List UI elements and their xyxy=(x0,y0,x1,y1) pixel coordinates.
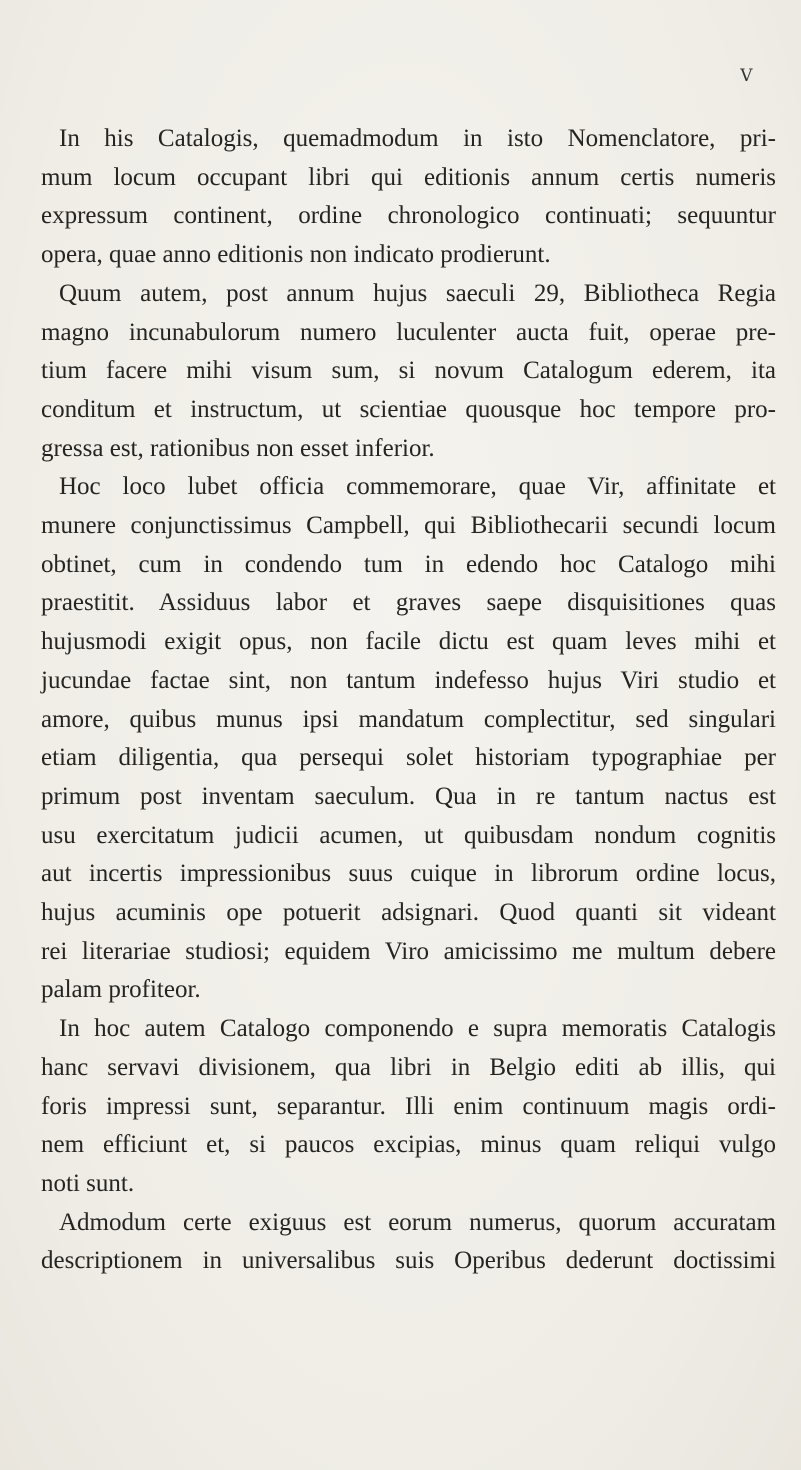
text-line: amore, quibus munus ipsi mandatum complectitur, sed singulari xyxy=(41,705,776,733)
text-line: magno incunabulorum numero luculenter aucta fuit, operae pre- xyxy=(41,318,776,346)
text-line: hanc servavi divisionem, qua libri in Belgio editi ab illis, qui xyxy=(41,1053,776,1081)
text-line: etiam diligentia, qua persequi solet historiam typographiae per xyxy=(41,744,776,772)
text-line: munere conjunctissimus Campbell, qui Bibliothecarii secundi locum xyxy=(41,512,776,540)
page-number: V xyxy=(740,66,753,86)
text-line: primum post inventam saeculum. Qua in re tantum nactus est xyxy=(41,782,776,810)
text-line: Hoc loco lubet officia commemorare, quae Vir, affinitate et xyxy=(59,473,776,501)
text-line: opera, quae anno editionis non indicato prodierunt. xyxy=(41,241,551,269)
text-line: gressa est, rationibus non esset inferior. xyxy=(41,434,435,462)
text-line: nem efficiunt et, si paucos excipias, minus quam reliqui vulgo xyxy=(41,1131,776,1159)
text-line: hujusmodi exigit opus, non facile dictu est quam leves mihi et xyxy=(41,628,776,656)
text-line: rei literariae studiosi; equidem Viro amicissimo me multum debere xyxy=(41,937,776,965)
text-line: noti sunt. xyxy=(41,1169,135,1197)
text-line: In his Catalogis, quemadmodum in isto Nomenclatore, pri- xyxy=(59,125,776,152)
text-line: descriptionem in universalibus suis Operibus dederunt doctissimi xyxy=(41,1247,776,1275)
text-line: foris impressi sunt, separantur. Illi enim continuum magis ordi- xyxy=(41,1092,776,1120)
text-line: conditum et instructum, ut scientiae quousque hoc tempore pro- xyxy=(41,395,776,423)
text-line: usu exercitatum judicii acumen, ut quibusdam nondum cognitis xyxy=(41,821,776,849)
text-line: Quum autem, post annum hujus saeculi 29, Bibliotheca Regia xyxy=(59,279,776,307)
text-line: jucundae factae sint, non tantum indefesso hujus Viri studio et xyxy=(41,666,776,694)
text-line: obtinet, cum in condendo tum in edendo hoc Catalogo mihi xyxy=(41,550,776,578)
text-line: Admodum certe exiguus est eorum numerus, quorum accuratam xyxy=(59,1208,776,1236)
body-text xyxy=(41,120,776,1281)
text-line: aut incertis impressionibus suus cuique in librorum ordine locus, xyxy=(41,860,776,888)
text-line: In hoc autem Catalogo componendo e supra memoratis Catalogis xyxy=(59,1015,776,1043)
text-line: palam profiteor. xyxy=(41,976,201,1004)
text-line: hujus acuminis ope potuerit adsignari. Quod quanti sit videant xyxy=(41,899,776,927)
text-line: tium facere mihi visum sum, si novum Catalogum ederem, ita xyxy=(41,357,776,385)
text-line: expressum continent, ordine chronologico continuati; sequuntur xyxy=(41,202,776,230)
text-line: praestitit. Assiduus labor et graves saepe disquisitiones quas xyxy=(41,589,776,617)
text-line: mum locum occupant libri qui editionis annum certis numeris xyxy=(41,163,776,191)
